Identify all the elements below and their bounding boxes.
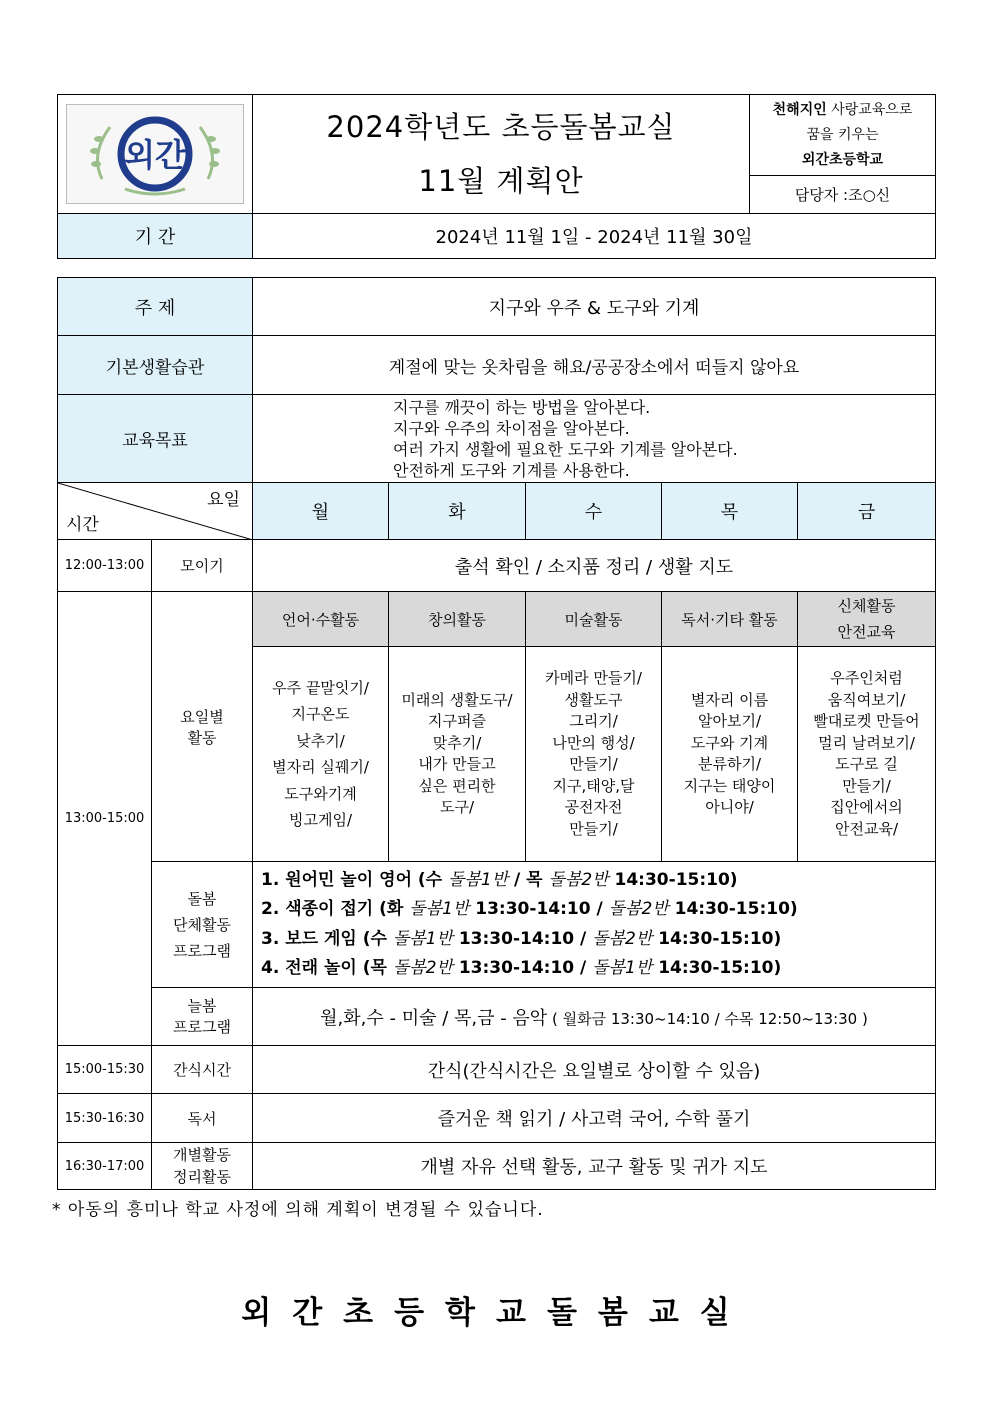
period-label: 기 간 xyxy=(58,214,253,259)
slogan-line-2: 꿈을 키우는 xyxy=(806,126,879,143)
slot1-time: 12:00-13:00 xyxy=(58,540,152,592)
goal-item: 지구를 깨끗이 하는 방법을 알아본다. xyxy=(393,397,651,417)
habit-value: 계절에 맞는 옷차림을 해요/공공장소에서 떠들지 않아요 xyxy=(253,336,936,395)
group-program-item: 1. 원어민 놀이 영어 (수 돌봄1반 / 목 돌봄2반 14:30-15:10) xyxy=(261,869,738,890)
goal-item: 안전하게 도구와 기계를 사용한다. xyxy=(393,460,630,480)
group-program-item: 2. 색종이 접기 (화 돌봄1반 13:30-14:10 / 돌봄2반 14:30-15:10) xyxy=(261,899,798,919)
corner-cell xyxy=(58,483,253,540)
day-wed: 수 xyxy=(526,483,662,540)
slot3-label: 간식시간 xyxy=(152,1046,253,1094)
title-cell xyxy=(253,95,750,214)
day-mon: 월 xyxy=(253,483,389,540)
activity-mon: 우주 끝말잇기/ 지구온도 낮추기/ 별자리 실꿰기/ 도구와기계 빙고게임/ xyxy=(253,647,389,862)
title-line-2: 11월 계획안 xyxy=(418,164,584,198)
group-program-list xyxy=(253,862,936,988)
svg-text:외간: 외간 xyxy=(124,136,186,174)
activity-fri: 우주인처럼 움직여보기/ 빨대로켓 만들어 멀리 날려보기/ 도구로 길 만들기/ 집안에서의 안전교육/ xyxy=(798,647,936,862)
corner-day: 요일 xyxy=(207,490,240,510)
daily-activity-label: 요일별 활동 xyxy=(152,592,253,862)
note: * 아동의 흥미나 학교 사정에 의해 계획이 변경될 수 있습니다. xyxy=(52,1200,544,1220)
goal-item: 지구와 우주의 차이점을 알아본다. xyxy=(393,418,630,438)
slogan-bold: 천해지인 xyxy=(772,101,827,118)
slot5-value: 개별 자유 선택 활동, 교구 활동 및 귀가 지도 xyxy=(253,1143,936,1190)
neulbom-time: ( 월화금 13:30~14:10 / 수목 12:50~13:30 ) xyxy=(547,1009,868,1028)
slogan-rest: 사랑교육으로 xyxy=(826,101,913,118)
slot1-label: 모이기 xyxy=(152,540,253,592)
category-physical: 신체활동 안전교육 xyxy=(798,592,936,647)
activity-tue: 미래의 생활도구/ 지구퍼즐 맞추기/ 내가 만들고 싶은 편리한 도구/ xyxy=(389,647,526,862)
school-logo-icon xyxy=(80,109,230,199)
theme-value: 지구와 우주 & 도구와 기계 xyxy=(253,278,936,336)
school-name: 외간초등학교 xyxy=(801,151,884,168)
goal-item: 여러 가지 생활에 필요한 도구와 기계를 알아본다. xyxy=(393,439,738,459)
slot4-label: 독서 xyxy=(152,1094,253,1143)
habit-label: 기본생활습관 xyxy=(58,336,253,395)
title-line-1: 2024학년도 초등돌봄교실 xyxy=(326,110,676,144)
corner-time: 시간 xyxy=(66,515,99,535)
theme-label: 주 제 xyxy=(58,278,253,336)
slot5-label: 개별활동 정리활동 xyxy=(152,1143,253,1190)
group-program-item: 4. 전래 놀이 (목 돌봄2반 13:30-14:10 / 돌봄1반 14:30-15:10) xyxy=(261,958,782,978)
neulbom-main: 월,화,수 - 미술 / 목,금 - 음악 xyxy=(320,1007,548,1029)
school-logo xyxy=(66,104,244,204)
category-reading: 독서·기타 활동 xyxy=(662,592,798,647)
neulbom-value xyxy=(253,988,936,1046)
group-program-item: 3. 보드 게임 (수 돌봄1반 13:30-14:10 / 돌봄2반 14:30-15:10) xyxy=(261,928,782,949)
group-program-label: 돌봄 단체활동 프로그램 xyxy=(152,862,253,988)
slot3-time: 15:00-15:30 xyxy=(58,1046,152,1094)
footer-title: 외간초등학교돌봄교실 xyxy=(241,1295,751,1331)
day-thu: 목 xyxy=(662,483,798,540)
slot3-value: 간식(간식시간은 요일별로 상이할 수 있음) xyxy=(253,1046,936,1094)
category-art: 미술활동 xyxy=(526,592,662,647)
slot2-time: 13:00-15:00 xyxy=(58,592,152,1046)
plan-table xyxy=(57,277,936,1190)
activity-wed: 카메라 만들기/ 생활도구 그리기/ 나만의 행성/ 만들기/ 지구,태양,달 공전자전 만들기/ xyxy=(526,647,662,862)
day-tue: 화 xyxy=(389,483,526,540)
goal-label: 교육목표 xyxy=(58,395,253,483)
slogan-cell xyxy=(750,95,936,176)
period-value: 2024년 11월 1일 - 2024년 11월 30일 xyxy=(253,214,936,259)
slot4-time: 15:30-16:30 xyxy=(58,1094,152,1143)
slot5-time: 16:30-17:00 xyxy=(58,1143,152,1190)
day-fri: 금 xyxy=(798,483,936,540)
neulbom-label: 늘봄 프로그램 xyxy=(152,988,253,1046)
goal-list xyxy=(253,395,936,483)
category-creative: 창의활동 xyxy=(389,592,526,647)
logo-cell xyxy=(58,95,253,214)
manager: 담당자 :조○신 xyxy=(750,176,936,214)
slot1-value: 출석 확인 / 소지품 정리 / 생활 지도 xyxy=(253,540,936,592)
slot4-value: 즐거운 책 읽기 / 사고력 국어, 수학 풀기 xyxy=(253,1094,936,1143)
category-language: 언어·수활동 xyxy=(253,592,389,647)
activity-thu: 별자리 이름 알아보기/ 도구와 기계 분류하기/ 지구는 태양이 아니야/ xyxy=(662,647,798,862)
header-table xyxy=(57,94,936,259)
